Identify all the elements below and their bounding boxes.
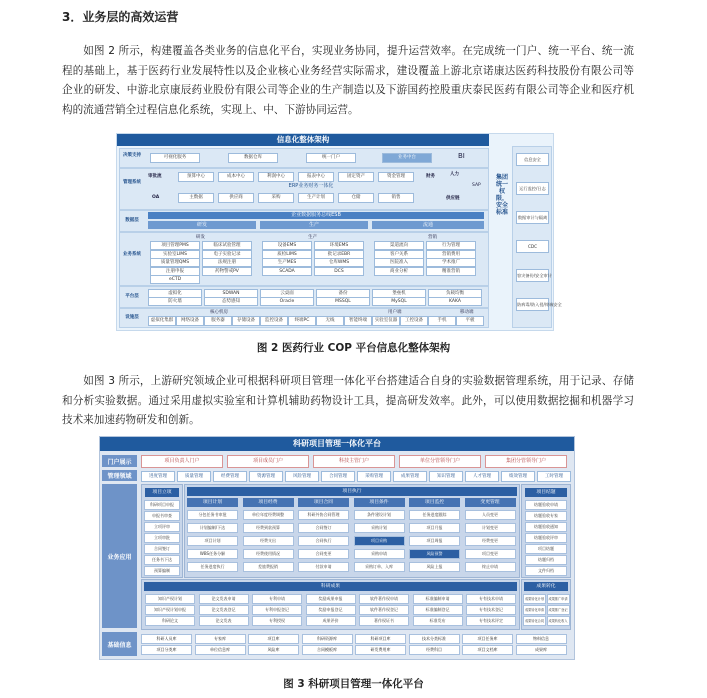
start-item: 任务书下达	[144, 555, 180, 565]
basic-item: 经费科目	[409, 645, 460, 655]
portal-label: 门户展示	[102, 455, 137, 467]
decision-item: 可视化服务	[150, 153, 200, 163]
mgmt-item: 生产计划	[298, 193, 334, 203]
basic-item: 技术分类标准	[409, 634, 460, 644]
transfer-item: 成果转化计划	[523, 594, 546, 604]
exec-item: 经费到款预算	[243, 523, 294, 533]
infra-item: 实验室仪器	[372, 316, 400, 326]
exec-item: 经费变更	[465, 536, 516, 546]
result-item: 论文发表	[199, 616, 249, 626]
infra-label: 设施层	[125, 315, 139, 320]
mgmt-item: 资金管理	[378, 172, 414, 182]
result-item: 知识产权计划	[145, 594, 195, 604]
mgmt-item: 合同管理	[321, 471, 355, 482]
exec-item: 付款申请	[298, 562, 349, 572]
esb-bar: 企业数据服务总线ESB	[148, 212, 484, 219]
figure-3	[99, 436, 575, 660]
end-column	[521, 484, 571, 578]
decision-item: 数据仓库	[228, 153, 278, 163]
platform-box	[148, 289, 488, 305]
exec-item: 科研外协合同管理	[298, 510, 349, 520]
portal-item: 科技主管门户	[313, 455, 395, 468]
end-item: 结题验收评审	[525, 533, 567, 543]
basic-item: 科研资源库	[302, 634, 353, 644]
exec-item: 采购订单、入库	[354, 562, 405, 572]
rd-item: 质量管理QMS	[150, 258, 200, 267]
exec-item: 风险上报	[409, 562, 460, 572]
start-item: 合同签订	[144, 544, 180, 554]
prod-item: DCS	[314, 267, 364, 276]
basic-item: 合同模板库	[302, 645, 353, 655]
infra-row	[119, 308, 489, 328]
flow-item: 医院准入	[374, 258, 424, 267]
exec-item: 单位年度经费调整	[243, 510, 294, 520]
infra-mobile: 移动端	[460, 310, 474, 315]
flow-box	[372, 241, 484, 283]
platform-label: 平台层	[125, 294, 139, 299]
exec-item: 任务进度跟踪	[409, 510, 460, 520]
basic-item: 项目库	[248, 634, 299, 644]
infra-item: 平板	[456, 316, 484, 326]
figure-2	[116, 133, 562, 331]
platform-item: 防火墙	[148, 297, 202, 306]
infra-item: 智能终端	[344, 316, 372, 326]
result-item: 软件著作权申请	[359, 594, 409, 604]
result-title: 科研成果	[144, 582, 517, 591]
exec-item: 人员变更	[465, 510, 516, 520]
mgmt-right: 供应链	[446, 196, 460, 201]
exec-item: 分包任务书审批	[187, 510, 238, 520]
exec-item: 经费支出	[243, 536, 294, 546]
prod-item: 仓库WMS	[314, 258, 364, 267]
result-item: 专利申报登记	[252, 605, 302, 615]
infra-core: 核心机房	[210, 310, 228, 315]
mgmt-item: 知识管理	[429, 471, 463, 482]
portal-item: 项目负责人门户	[141, 455, 223, 468]
right-panel-item: 运行监控/日志	[516, 182, 549, 195]
start-item: 科研项目申报	[144, 500, 180, 510]
result-item: 知识产权计划申报	[145, 605, 195, 615]
flow-item: 营销费用	[426, 250, 476, 259]
result-item: 奖励成果申报	[306, 594, 356, 604]
business-label: 业务系统	[123, 252, 141, 257]
transfer-item: 成果转化合同	[523, 616, 546, 626]
portal-item: 单位分管领导门户	[399, 455, 481, 468]
decision-item: 业务中台	[382, 153, 432, 163]
rd-item: 临床试验管理	[202, 241, 252, 250]
result-item: 专有技术登记	[466, 605, 516, 615]
basic-item: 项目任务库	[462, 634, 513, 644]
right-panel-item: 信息安全	[516, 153, 549, 166]
mgmt-item: 风险管理	[285, 471, 319, 482]
platform-item: KAKA	[428, 297, 482, 306]
prod-item: SCADA	[262, 267, 312, 276]
data-segment: 流通	[372, 221, 484, 229]
exec-item: 计划编制/下达	[187, 523, 238, 533]
result-item: 专利申请	[252, 594, 302, 604]
exec-item: 差旅费报销	[243, 562, 294, 572]
exec-item: 风险预警	[409, 549, 460, 559]
end-item: 结题验收通知	[525, 522, 567, 532]
prod-item: 环境EMS	[314, 241, 364, 250]
result-item: 成果评价	[306, 616, 356, 626]
mgmt-item: 固定资产	[338, 172, 374, 182]
section-heading: 3．业务层的高效运营	[62, 10, 179, 24]
basic-item: 科研人员库	[141, 634, 192, 644]
rd-box	[148, 241, 256, 283]
exec-col-title: 项目合同	[298, 498, 349, 507]
mgmt-right: 财务	[426, 174, 435, 179]
paragraph-1: 如图 2 所示，构建覆盖各类业务的信息化平台，实现业务协同，提升运营效率。在完成统一门户、统一平台、统一流程的基础上，基于医药行业发展特性以及企业核心业务经营实际需求，建设覆盖上游北京诺康达医药科技股份有限公司等企业的研发、中游北京康辰药业股份有限公司等企业的生产制造以及下游国药控股重庆泰民医药有限公司等企业和医疗机构的流通营销全过程信息化系统，实现上、中、下游协同运营。	[62, 45, 634, 116]
exec-item: 计划变更	[465, 523, 516, 533]
exec-item: 项目采购	[354, 536, 405, 546]
prod-item: 生产MES	[262, 258, 312, 267]
platform-row	[119, 286, 489, 308]
decision-label: 决策支持	[123, 153, 141, 158]
result-item: 标准发布	[413, 616, 463, 626]
basic-label: 基础信息	[102, 632, 137, 656]
mgmt-left: OA	[152, 195, 160, 200]
exec-column	[184, 484, 520, 578]
start-item: 预算编制	[144, 566, 180, 576]
decision-item: 统一门户	[306, 153, 356, 163]
basic-item: 专家库	[195, 634, 246, 644]
transfer-item: 成果转化申请	[523, 605, 546, 615]
exec-item: 经费使用情况	[243, 549, 294, 559]
portal-item: 项目成员门户	[227, 455, 309, 468]
mgmt-item: 供应商	[218, 193, 254, 203]
result-item: 专有技术评定	[466, 616, 516, 626]
basic-item: 项目文档库	[462, 645, 513, 655]
rd-title: 研发	[196, 235, 205, 240]
mgmt-item: 成本中心	[218, 172, 254, 182]
mgmt-item: 主数据	[178, 193, 214, 203]
management-row	[119, 168, 489, 210]
mgmt-label: 管理领域	[102, 470, 137, 481]
figure-3-title: 科研项目管理一体化平台	[100, 437, 574, 451]
infra-item: 工控设备	[400, 316, 428, 326]
platform-item: 堡垒机	[372, 289, 426, 298]
start-column	[141, 484, 183, 578]
flow-item: 行为管理	[426, 241, 476, 250]
prod-box	[260, 241, 368, 283]
right-panel	[512, 146, 562, 328]
exec-col-title: 项目条件	[354, 498, 405, 507]
exec-col-title: 变更管理	[465, 498, 516, 507]
mgmt-item: 成果管理	[393, 471, 427, 482]
rd-item: 药物警戒PV	[202, 267, 252, 276]
flow-item: 精准营销	[426, 267, 476, 276]
infra-box	[148, 316, 488, 326]
basic-item: 单位信息库	[195, 645, 246, 655]
exec-item: 条件建设计划	[354, 510, 405, 520]
figure-2-caption: 图 2 医药行业 COP 平台信息化整体架构	[256, 342, 451, 354]
rd-item: eCTD	[150, 275, 200, 284]
prod-title: 生产	[308, 235, 317, 240]
result-item: 论文发表申请	[199, 594, 249, 604]
portal-item: 集团分管领导门户	[485, 455, 567, 468]
start-title: 项目立项	[145, 488, 179, 497]
infra-item: 无线	[316, 316, 344, 326]
rd-item: 项目管理PMS	[150, 241, 200, 250]
infra-item: 网络设备	[176, 316, 204, 326]
prod-item: 设备EMS	[262, 241, 312, 250]
result-item: 专有技术申请	[466, 594, 516, 604]
paragraph-2: 如图 3 所示，上游研究领域企业可根据科研项目管理一体化平台搭建适合自身的实验数据管理系统，用于记录、存储和分析实验数据。通过采用虚拟实验室和计算机辅助药物设计工具，提高研发效率。此外，可以使用数据挖掘和机器学习技术来加速药物研发和创新。	[62, 375, 634, 426]
vertical-label: 集团统一权限，安全标准	[495, 174, 508, 216]
platform-item: 虚拟化	[148, 289, 202, 298]
right-panel-item: 容灾备份/安全审计	[516, 269, 549, 282]
rd-item: 电子实验记录	[202, 250, 252, 259]
mgmt-item: 绩效管理	[501, 471, 535, 482]
business-label: 业务应用	[102, 484, 137, 628]
platform-item: 负载均衡	[428, 289, 482, 298]
exec-item: 采购申请	[354, 549, 405, 559]
mgmt-item: 报表中心	[298, 172, 334, 182]
exec-item: 合同签订	[298, 523, 349, 533]
end-item: 结题验收申请	[525, 500, 567, 510]
flow-title: 营销	[428, 235, 437, 240]
exec-item: 合同变更	[298, 549, 349, 559]
infra-item: 手机	[428, 316, 456, 326]
mgmt-item: 预算中心	[178, 172, 214, 182]
data-label: 数据层	[125, 218, 139, 223]
platform-item: MSSQL	[316, 297, 370, 306]
exec-item: 项目变更	[465, 549, 516, 559]
mgmt-item: 人才管理	[465, 471, 499, 482]
result-item: 科研论文	[145, 616, 195, 626]
platform-item: Oracle	[260, 297, 314, 306]
prod-item: 质检LIMS	[262, 250, 312, 259]
rd-item: 法规注册	[202, 258, 252, 267]
mgmt-right: 人力	[450, 172, 459, 177]
basic-item: 科研项目库	[355, 634, 406, 644]
flow-item: 学术推广	[426, 258, 476, 267]
transfer-item: 成果推广登记	[547, 605, 570, 615]
flow-item: 渠道流向	[374, 241, 424, 250]
end-item: 项目结题	[525, 544, 567, 554]
start-item: 立项评审	[144, 522, 180, 532]
end-item: 结题归档	[525, 555, 567, 565]
start-item: 立项审批	[144, 533, 180, 543]
mgmt-item: 采购管理	[357, 471, 391, 482]
decision-item-bi: BI	[458, 152, 465, 160]
platform-item: MySQL	[372, 297, 426, 306]
decision-row	[119, 148, 489, 168]
basic-item: 成果库	[516, 645, 567, 655]
erp-bar: ERP业务财务一体化	[178, 183, 444, 190]
exec-col-title: 项目经费	[243, 498, 294, 507]
start-item: 申报书审查	[144, 511, 180, 521]
basic-item: 风险库	[248, 645, 299, 655]
mgmt-item: 采购	[258, 193, 294, 203]
result-item: 著作权证书	[359, 616, 409, 626]
flow-item: 商业分析	[374, 267, 424, 276]
flow-item: 客户关系	[374, 250, 424, 259]
right-panel-item: 防病毒/防入侵/终端安全	[516, 298, 549, 311]
end-title: 项目结题	[525, 488, 567, 497]
exec-item: 合同执行	[298, 536, 349, 546]
exec-item: 项目月报	[409, 523, 460, 533]
end-item: 文件归档	[525, 566, 567, 576]
mgmt-item: 仓储	[338, 193, 374, 203]
prod-item: 批记录EBR	[314, 250, 364, 259]
basic-item: 项目分类库	[141, 645, 192, 655]
figure-3-caption: 图 3 科研项目管理一体化平台	[283, 678, 424, 690]
exec-item: 项目计划	[187, 536, 238, 546]
mgmt-item: 销售	[378, 193, 414, 203]
exec-title: 项目执行	[187, 487, 517, 496]
result-item: 软件著作权登记	[359, 605, 409, 615]
mgmt-item: 利润中心	[258, 172, 294, 182]
platform-item: 云桌面	[260, 289, 314, 298]
exec-item: 任务进度执行	[187, 562, 238, 572]
exec-item: 项目周报	[409, 536, 460, 546]
result-item: 标准编制登记	[413, 605, 463, 615]
result-item: 标准编制申请	[413, 594, 463, 604]
platform-item: 态势感知	[204, 297, 258, 306]
infra-item: 服务器	[204, 316, 232, 326]
result-item: 专利授权	[252, 616, 302, 626]
mgmt-item: 资源管理	[249, 471, 283, 482]
result-item: 论文发表登记	[199, 605, 249, 615]
mgmt-sap: SAP	[472, 183, 481, 188]
figure-2-title: 信息化整体架构	[117, 134, 489, 146]
result-item: 奖励申报登记	[306, 605, 356, 615]
result-area	[141, 579, 520, 630]
transfer-title: 成果转化	[524, 582, 568, 591]
rd-item: 实验室LIMS	[150, 250, 200, 259]
transfer-area	[521, 579, 571, 630]
exec-col-title: 项目监控	[409, 498, 460, 507]
infra-item: 监控设备	[260, 316, 288, 326]
infra-user: 用户端	[388, 310, 402, 315]
mgmt-item: 工时管理	[537, 471, 571, 482]
right-panel-item: 数据审计与隔离	[516, 211, 549, 224]
mgmt-left: 审批流	[148, 174, 162, 179]
management-label: 管理系统	[123, 180, 141, 185]
platform-item: 备份	[316, 289, 370, 298]
exec-item: 采购计划	[354, 523, 405, 533]
exec-item: WBS任务分解	[187, 549, 238, 559]
mgmt-item: 经费管理	[213, 471, 247, 482]
infra-item: 终端PC	[288, 316, 316, 326]
mgmt-item: 进度管理	[141, 471, 175, 482]
data-segment: 生产	[260, 221, 368, 229]
end-item: 结题验收专家	[525, 511, 567, 521]
business-row	[119, 232, 489, 286]
exec-item: 终止申请	[465, 562, 516, 572]
rd-item: 注册申报	[150, 267, 200, 276]
platform-item: SDWAN	[204, 289, 258, 298]
transfer-item: 成果推广申请	[547, 594, 570, 604]
mgmt-item: 质量管理	[177, 471, 211, 482]
basic-item: 物料信息	[516, 634, 567, 644]
data-row	[119, 210, 489, 232]
infra-item: 虚拟化集群	[148, 316, 176, 326]
transfer-item: 成果转化收入	[547, 616, 570, 626]
basic-item: 研发费用库	[355, 645, 406, 655]
exec-col-title: 项目计划	[187, 498, 238, 507]
right-panel-item: CDC	[516, 240, 549, 253]
data-segment: 研发	[148, 221, 256, 229]
infra-item: 存储设备	[232, 316, 260, 326]
